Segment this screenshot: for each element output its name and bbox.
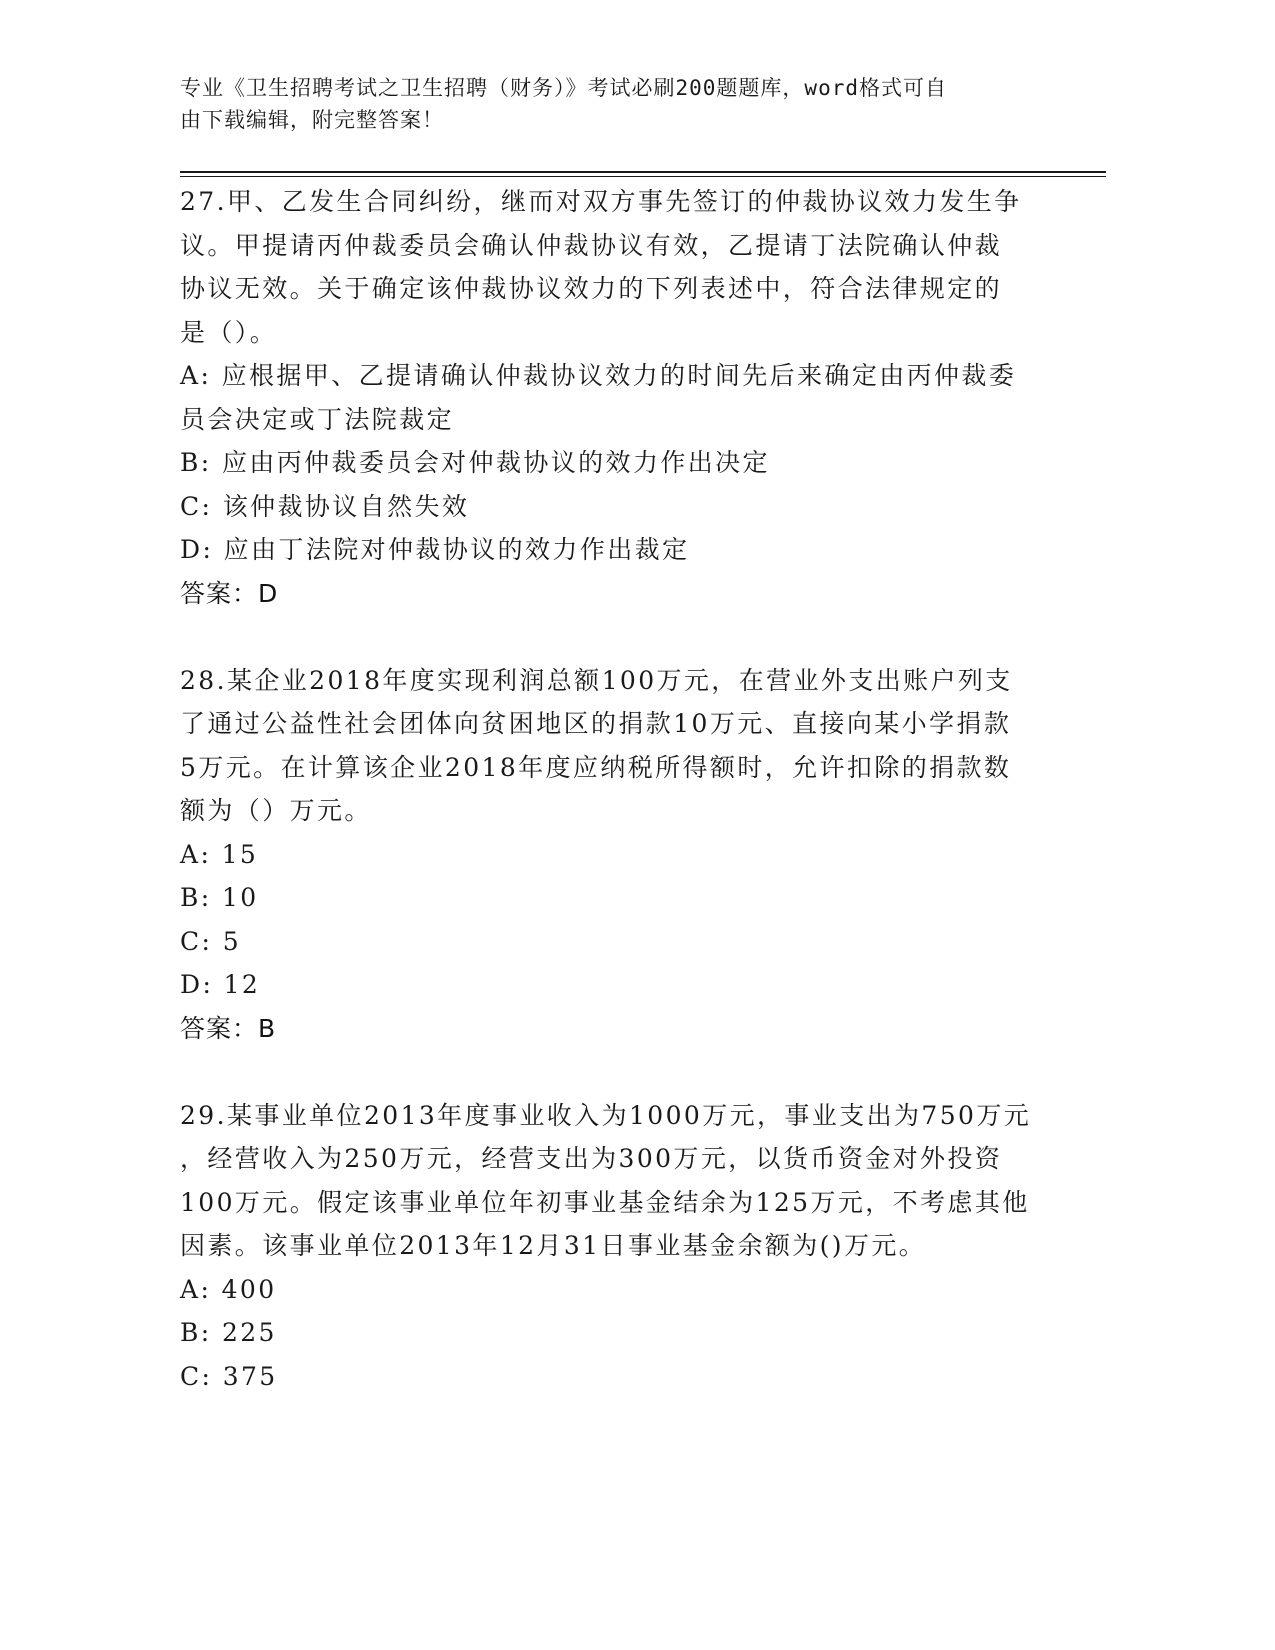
answer-line: 答案：D (180, 578, 279, 608)
question-stem-line: 额为（）万元。 (180, 796, 372, 825)
option-a: A: 应根据甲、乙提请确认仲裁协议效力的时间先后来确定由丙仲裁委 (180, 361, 1017, 390)
option-c: C: 5 (180, 926, 242, 956)
question-stem-line: 了通过公益性社会团体向贫困地区的捐款10万元、直接向某小学捐款 (180, 709, 1012, 738)
question-stem-line: 因素。该事业单位2013年12月31日事业基金余额为()万元。 (180, 1231, 927, 1260)
question-stem-line: 议。甲提请丙仲裁委员会确认仲裁协议有效，乙提请丁法院确认仲裁 (180, 230, 1003, 260)
option-d: D: 12 (180, 970, 261, 999)
question-list (180, 180, 1050, 1398)
question-stem-line: 5万元。在计算该企业2018年度应纳税所得额时，允许扣除的捐款数 (180, 752, 1012, 782)
question-spacer (180, 1050, 1050, 1094)
question-stem-line: 是（）。 (180, 317, 278, 347)
option-b: B: 10 (180, 883, 259, 912)
header-line-1: 专业《卫生招聘考试之卫生招聘（财务）》考试必刷200题题库，word格式可自 (180, 76, 947, 100)
question-stem-line: 28.某企业2018年度实现利润总额100万元，在营业外支出账户列支 (180, 665, 1013, 695)
question-29 (180, 1094, 1050, 1399)
option-b: B: 225 (180, 1318, 277, 1347)
question-stem-line: 29.某事业单位2013年度事业收入为1000万元，事业支出为750万元 (180, 1100, 1032, 1130)
header-line-2: 由下载编辑，附完整答案！ (180, 108, 444, 132)
option-b: B: 应由丙仲裁委员会对仲裁协议的效力作出决定 (180, 448, 770, 477)
question-27 (180, 180, 1050, 615)
option-c: C: 375 (180, 1361, 278, 1391)
option-a: A: 15 (180, 839, 259, 869)
option-a: A: 400 (180, 1274, 277, 1304)
question-stem-line: 100万元。假定该事业单位年初事业基金结余为125万元，不考虑其他 (180, 1187, 1030, 1217)
option-d: D: 应由丁法院对仲裁协议的效力作出裁定 (180, 535, 690, 564)
answer-line: 答案：B (180, 1013, 277, 1043)
question-spacer (180, 615, 1050, 659)
question-stem-line: 协议无效。关于确定该仲裁协议效力的下列表述中，符合法律规定的 (180, 274, 1003, 303)
header-divider-thin (180, 176, 1106, 177)
question-stem-line: ，经营收入为250万元，经营支出为300万元，以货币资金对外投资 (180, 1144, 1003, 1173)
question-stem-line: 27.甲、乙发生合同纠纷，继而对双方事先签订的仲裁协议效力发生争 (180, 187, 1022, 216)
header-divider-thick (180, 171, 1106, 173)
option-a-continued: 员会决定或丁法院裁定 (180, 404, 455, 434)
document-header (180, 72, 1040, 136)
question-28 (180, 659, 1050, 1051)
option-c: C: 该仲裁协议自然失效 (180, 491, 470, 521)
